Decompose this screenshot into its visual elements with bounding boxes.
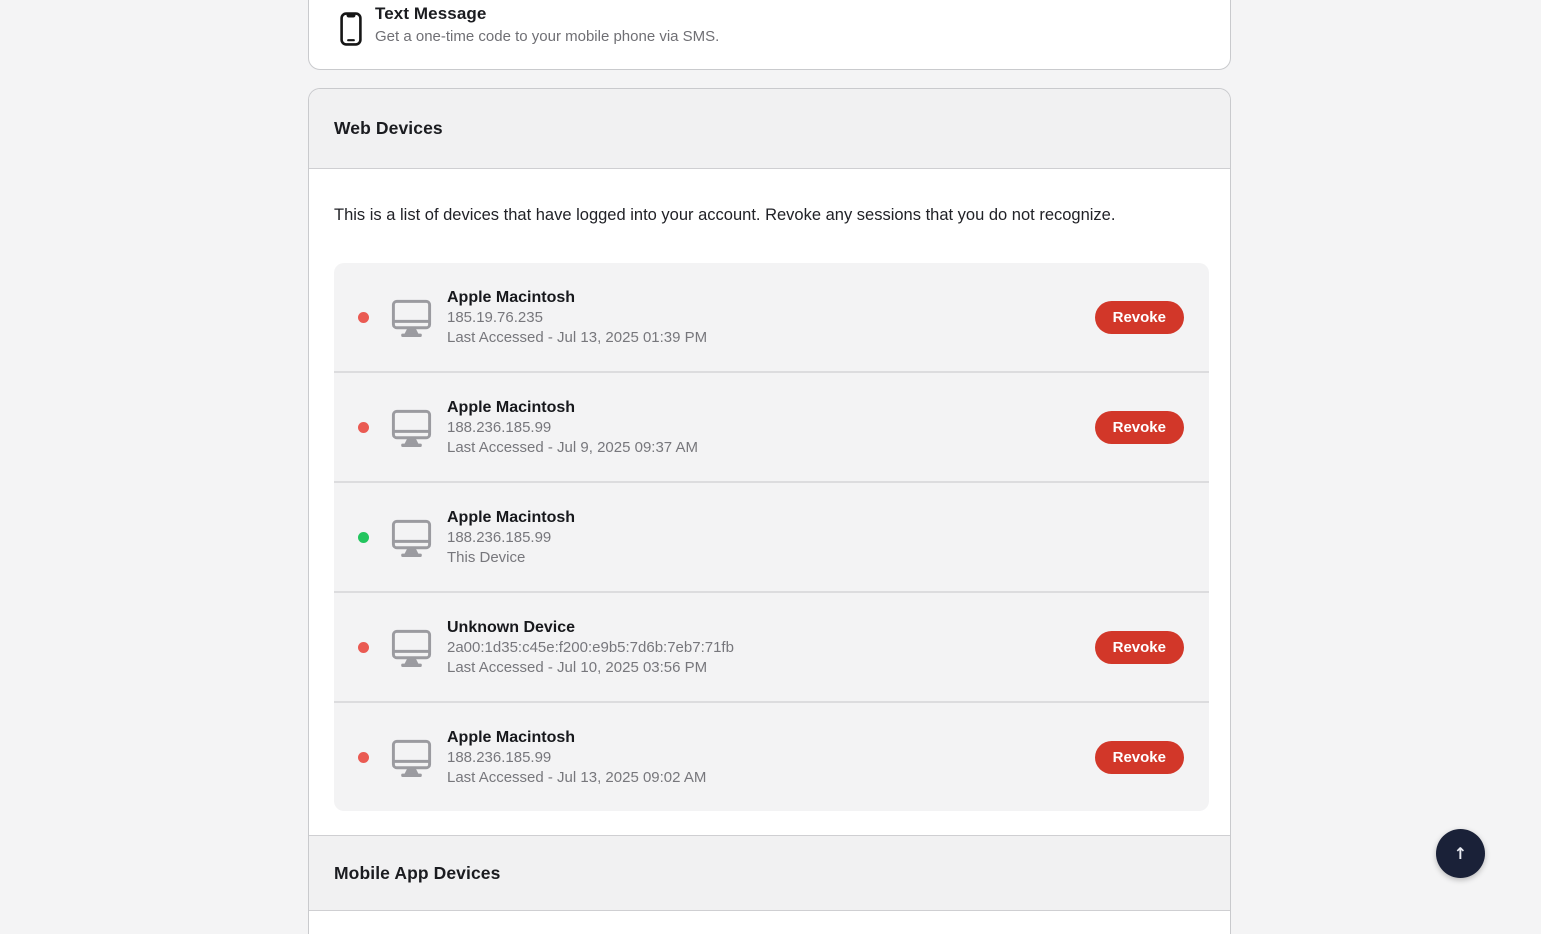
text-message-title: Text Message bbox=[375, 4, 487, 23]
device-address: 188.236.185.99 bbox=[447, 528, 552, 546]
device-address: 185.19.76.235 bbox=[447, 308, 543, 326]
device-info bbox=[447, 507, 575, 568]
device-list bbox=[334, 263, 1209, 811]
arrow-up-icon: ↑ bbox=[1453, 844, 1468, 863]
device-last-accessed: Last Accessed - Jul 9, 2025 09:37 AM bbox=[447, 438, 698, 456]
device-address: 188.236.185.99 bbox=[447, 418, 552, 436]
mobile-app-devices-header bbox=[309, 835, 1230, 911]
text-message-card bbox=[308, 0, 1231, 70]
desktop-computer-icon bbox=[389, 294, 434, 340]
device-row bbox=[334, 703, 1209, 811]
scroll-to-top-button[interactable] bbox=[1436, 829, 1485, 878]
device-address: 188.236.185.99 bbox=[447, 748, 552, 766]
status-dot bbox=[358, 532, 369, 543]
device-info bbox=[447, 617, 734, 678]
device-row bbox=[334, 483, 1209, 593]
device-address: 2a00:1d35:c45e:f200:e9b5:7d6b:7eb7:71fb bbox=[447, 638, 734, 656]
device-name: Apple Macintosh bbox=[447, 728, 576, 746]
desktop-computer-icon bbox=[389, 734, 434, 780]
device-info bbox=[447, 727, 706, 788]
smartphone-icon bbox=[340, 12, 362, 46]
text-message-description: Get a one-time code to your mobile phone via SMS. bbox=[375, 28, 720, 45]
device-row bbox=[334, 593, 1209, 703]
device-name: Unknown Device bbox=[447, 618, 576, 636]
mobile-app-devices-title: Mobile App Devices bbox=[334, 862, 501, 883]
device-name: Apple Macintosh bbox=[447, 288, 576, 306]
revoke-button[interactable]: Revoke bbox=[1095, 301, 1184, 334]
device-name: Apple Macintosh bbox=[447, 508, 576, 526]
revoke-button[interactable]: Revoke bbox=[1095, 631, 1184, 664]
status-dot bbox=[358, 752, 369, 763]
device-info bbox=[447, 397, 698, 458]
revoke-button[interactable]: Revoke bbox=[1095, 411, 1184, 444]
devices-card bbox=[308, 88, 1231, 934]
device-row bbox=[334, 263, 1209, 373]
web-devices-title: Web Devices bbox=[334, 118, 443, 138]
device-info bbox=[447, 287, 707, 348]
devices-intro-text: This is a list of devices that have logged into your account. Revoke any sessions that you do not recognize. bbox=[334, 206, 1116, 224]
desktop-computer-icon bbox=[389, 624, 434, 670]
desktop-computer-icon bbox=[389, 514, 434, 560]
status-dot bbox=[358, 422, 369, 433]
device-row bbox=[334, 373, 1209, 483]
status-dot bbox=[358, 642, 369, 653]
device-name: Apple Macintosh bbox=[447, 398, 576, 416]
device-last-accessed: Last Accessed - Jul 13, 2025 09:02 AM bbox=[447, 768, 707, 786]
desktop-computer-icon bbox=[389, 404, 434, 450]
device-last-accessed: This Device bbox=[447, 548, 526, 566]
web-devices-header bbox=[309, 89, 1230, 169]
device-last-accessed: Last Accessed - Jul 13, 2025 01:39 PM bbox=[447, 328, 708, 346]
status-dot bbox=[358, 312, 369, 323]
device-last-accessed: Last Accessed - Jul 10, 2025 03:56 PM bbox=[447, 658, 708, 676]
revoke-button[interactable]: Revoke bbox=[1095, 741, 1184, 774]
